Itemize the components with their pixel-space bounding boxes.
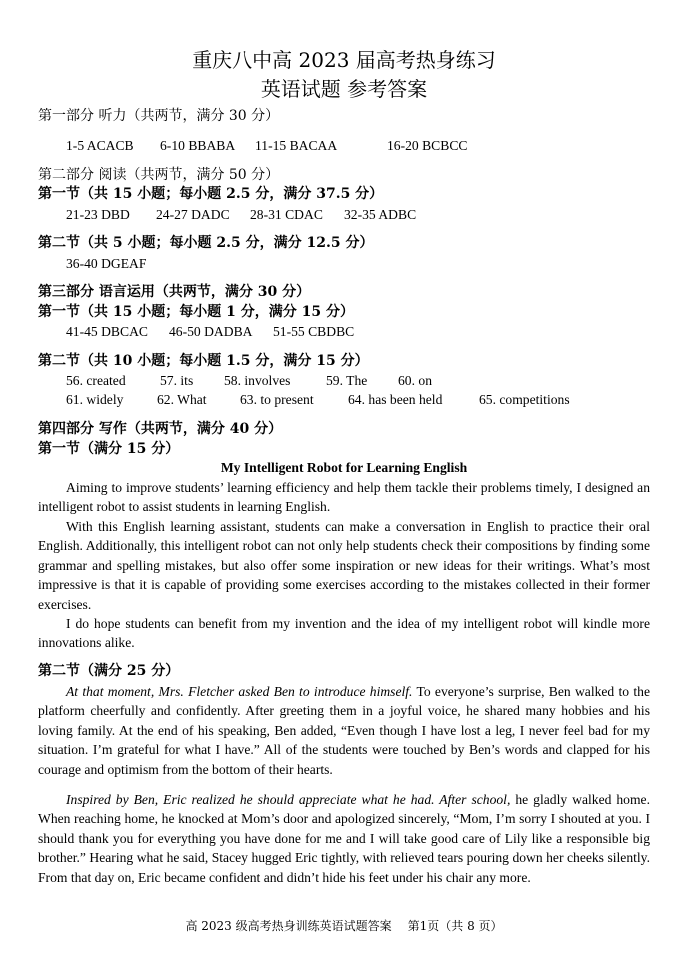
part4-section1-heading: 第一节（满分 15 分） [38, 441, 180, 457]
answer-group: 41-45 DBCAC [66, 324, 148, 339]
answer-group: 1-5 ACACB [66, 138, 134, 153]
essay-paragraph: I do hope students can benefit from my invention and the idea of my intelligent robot will kindle more innovations alike. [38, 616, 650, 651]
answer-group: 51-55 CBDBC [273, 324, 355, 339]
answer-group: 21-23 DBD [66, 207, 130, 222]
page-subtitle: 英语试题 参考答案 [260, 77, 428, 101]
part4-heading: 第四部分 写作（共两节，满分 40 分） [38, 421, 283, 437]
answer-item: 59. The [326, 373, 368, 388]
answer-group: 32-35 ADBC [344, 207, 417, 222]
answer-item: 56. created [66, 373, 126, 388]
answer-group: 36-40 DGEAF [66, 256, 147, 271]
part2-heading: 第二部分 阅读（共两节，满分 50 分） [38, 167, 280, 183]
part3-section1-heading: 第一节（共 15 小题；每小题 1 分，满分 15 分） [38, 304, 354, 320]
answer-item: 64. has been held [348, 392, 443, 407]
answer-item: 60. on [398, 373, 432, 388]
essay-paragraph: Aiming to improve students’ learning efficiency and help them tackle their problems timely, I designed an intelligent robot to assist students in learning English. [38, 480, 650, 515]
answer-item: 57. its [160, 373, 194, 388]
answer-group: 24-27 DADC [156, 207, 230, 222]
page-footer [0, 918, 688, 934]
part3-section2-heading: 第二节（共 10 小题；每小题 1.5 分，满分 15 分） [38, 353, 369, 369]
answer-group: 28-31 CDAC [250, 207, 323, 222]
answer-item: 65. competitions [479, 392, 570, 407]
continuation-paragraph [38, 682, 650, 779]
answer-group: 16-20 BCBCC [387, 138, 468, 153]
answer-item: 58. involves [224, 373, 291, 388]
paragraph-opening-italic: At that moment, Mrs. Fletcher asked Ben to introduce himself. [66, 684, 413, 699]
continuation-paragraph [38, 790, 650, 887]
answer-group: 46-50 DADBA [169, 324, 253, 339]
part3-heading: 第三部分 语言运用（共两节，满分 30 分） [38, 284, 311, 300]
paragraph-body: To everyone’s surprise, Ben walked to the platform cheerfully and confidently. After greeting them in a joyful voice, he shared many hobbies and his loving family. At the end of his speaking, Ben added, “Even though I have lost a leg, I never feel bad for my situation. I’m grateful for what I have.” All of the students were touched by Ben’s words and clapped for his courage and optimism from the bottom of their hearts. [38, 684, 650, 777]
paragraph-opening-italic: Inspired by Ben, Eric realized he should appreciate what he had. After school, [66, 792, 511, 807]
answer-item: 62. What [157, 392, 207, 407]
answer-item: 61. widely [66, 392, 124, 407]
essay-paragraph: With this English learning assistant, students can make a conversation in English to practice their oral English. Additionally, this intelligent robot can not only help students check their compositions by finding some grammar and spelling mistakes, but also offer some inspiration or new ideas for their writings. What’s most impressive is that it is capable of providing some exercises according to the mistakes collected in their former exercises. [38, 519, 650, 612]
answer-group: 11-15 BACAA [255, 138, 338, 153]
part4-section2-heading: 第二节（满分 25 分） [38, 663, 180, 679]
essay-title: My Intelligent Robot for Learning English [220, 460, 468, 475]
answer-item: 63. to present [240, 392, 314, 407]
answer-group: 6-10 BBABA [160, 138, 236, 153]
page-title: 重庆八中高 2023 届高考热身练习 [192, 48, 496, 72]
part1-heading: 第一部分 听力（共两节，满分 30 分） [38, 108, 280, 124]
part2-section2-heading: 第二节（共 5 小题；每小题 2.5 分，满分 12.5 分） [38, 235, 374, 251]
footer-title: 高 2023 级高考热身训练英语试题答案 [185, 919, 392, 933]
part2-section1-heading: 第一节（共 15 小题；每小题 2.5 分，满分 37.5 分） [38, 186, 384, 202]
footer-page-number: 第1页（共 8 页） [407, 919, 503, 933]
paragraph-body: he gladly walked home. When reaching home, he knocked at Mom’s door and apologized sincerely, “Mom, I’m sorry I shouted at you. I should thank you for everything you have done for me and I will take good care of Lily like a responsible big brother.” Hearing what he said, Stacey hugged Eric tightly, with relieved tears pouring down her cheeks silently. From that day on, Eric became confident and didn’t hide his feet under his chair any more. [38, 792, 650, 885]
